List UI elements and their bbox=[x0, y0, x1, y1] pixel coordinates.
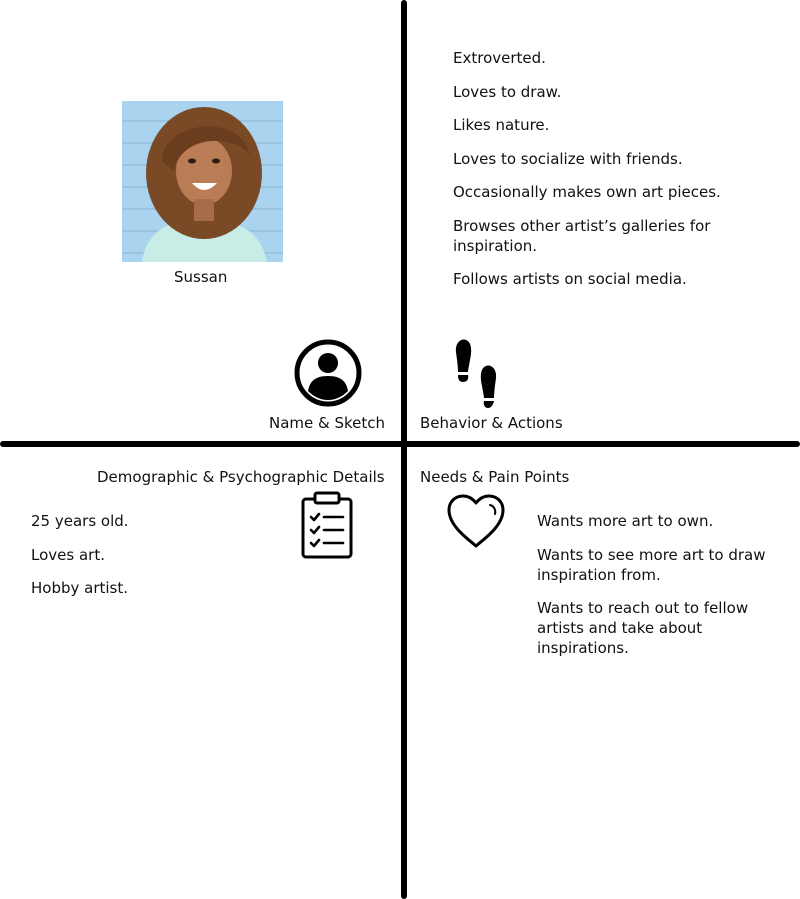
name-sketch-title: Name & Sketch bbox=[269, 414, 386, 432]
behavior-list bbox=[453, 48, 753, 303]
behavior-title: Behavior & Actions bbox=[420, 414, 563, 432]
persona-photo bbox=[122, 101, 283, 262]
list-item: Extroverted. bbox=[453, 49, 546, 67]
list-item: Likes nature. bbox=[453, 116, 550, 134]
list-item: Wants more art to own. bbox=[537, 512, 714, 530]
vertical-axis-line bbox=[401, 0, 407, 899]
heart-icon bbox=[446, 493, 506, 553]
list-item: Loves to socialize with friends. bbox=[453, 149, 683, 168]
needs-title: Needs & Pain Points bbox=[420, 468, 570, 486]
list-item: Hobby artist. bbox=[31, 579, 129, 597]
list-item: Follows artists on social media. bbox=[453, 270, 687, 288]
list-item: Wants to reach out to fellow artists and take about inspirations. bbox=[537, 599, 749, 657]
list-item: Loves to draw. bbox=[453, 82, 562, 101]
user-circle-icon bbox=[294, 339, 362, 411]
demographic-title: Demographic & Psychographic Details bbox=[97, 468, 385, 486]
list-item: Browses other artist’s galleries for inspiration. bbox=[453, 216, 711, 255]
list-item: 25 years old. bbox=[31, 512, 129, 530]
persona-name: Sussan bbox=[174, 268, 228, 286]
needs-list bbox=[537, 511, 782, 672]
list-item: Occasionally makes own art pieces. bbox=[453, 183, 721, 201]
list-item: Wants to see more art to draw inspiration from. bbox=[537, 545, 766, 584]
footprints-icon bbox=[452, 338, 500, 412]
horizontal-axis-line bbox=[0, 441, 800, 447]
list-item: Loves art. bbox=[31, 545, 105, 564]
clipboard-checklist-icon bbox=[300, 490, 354, 564]
demographic-list bbox=[31, 511, 251, 612]
